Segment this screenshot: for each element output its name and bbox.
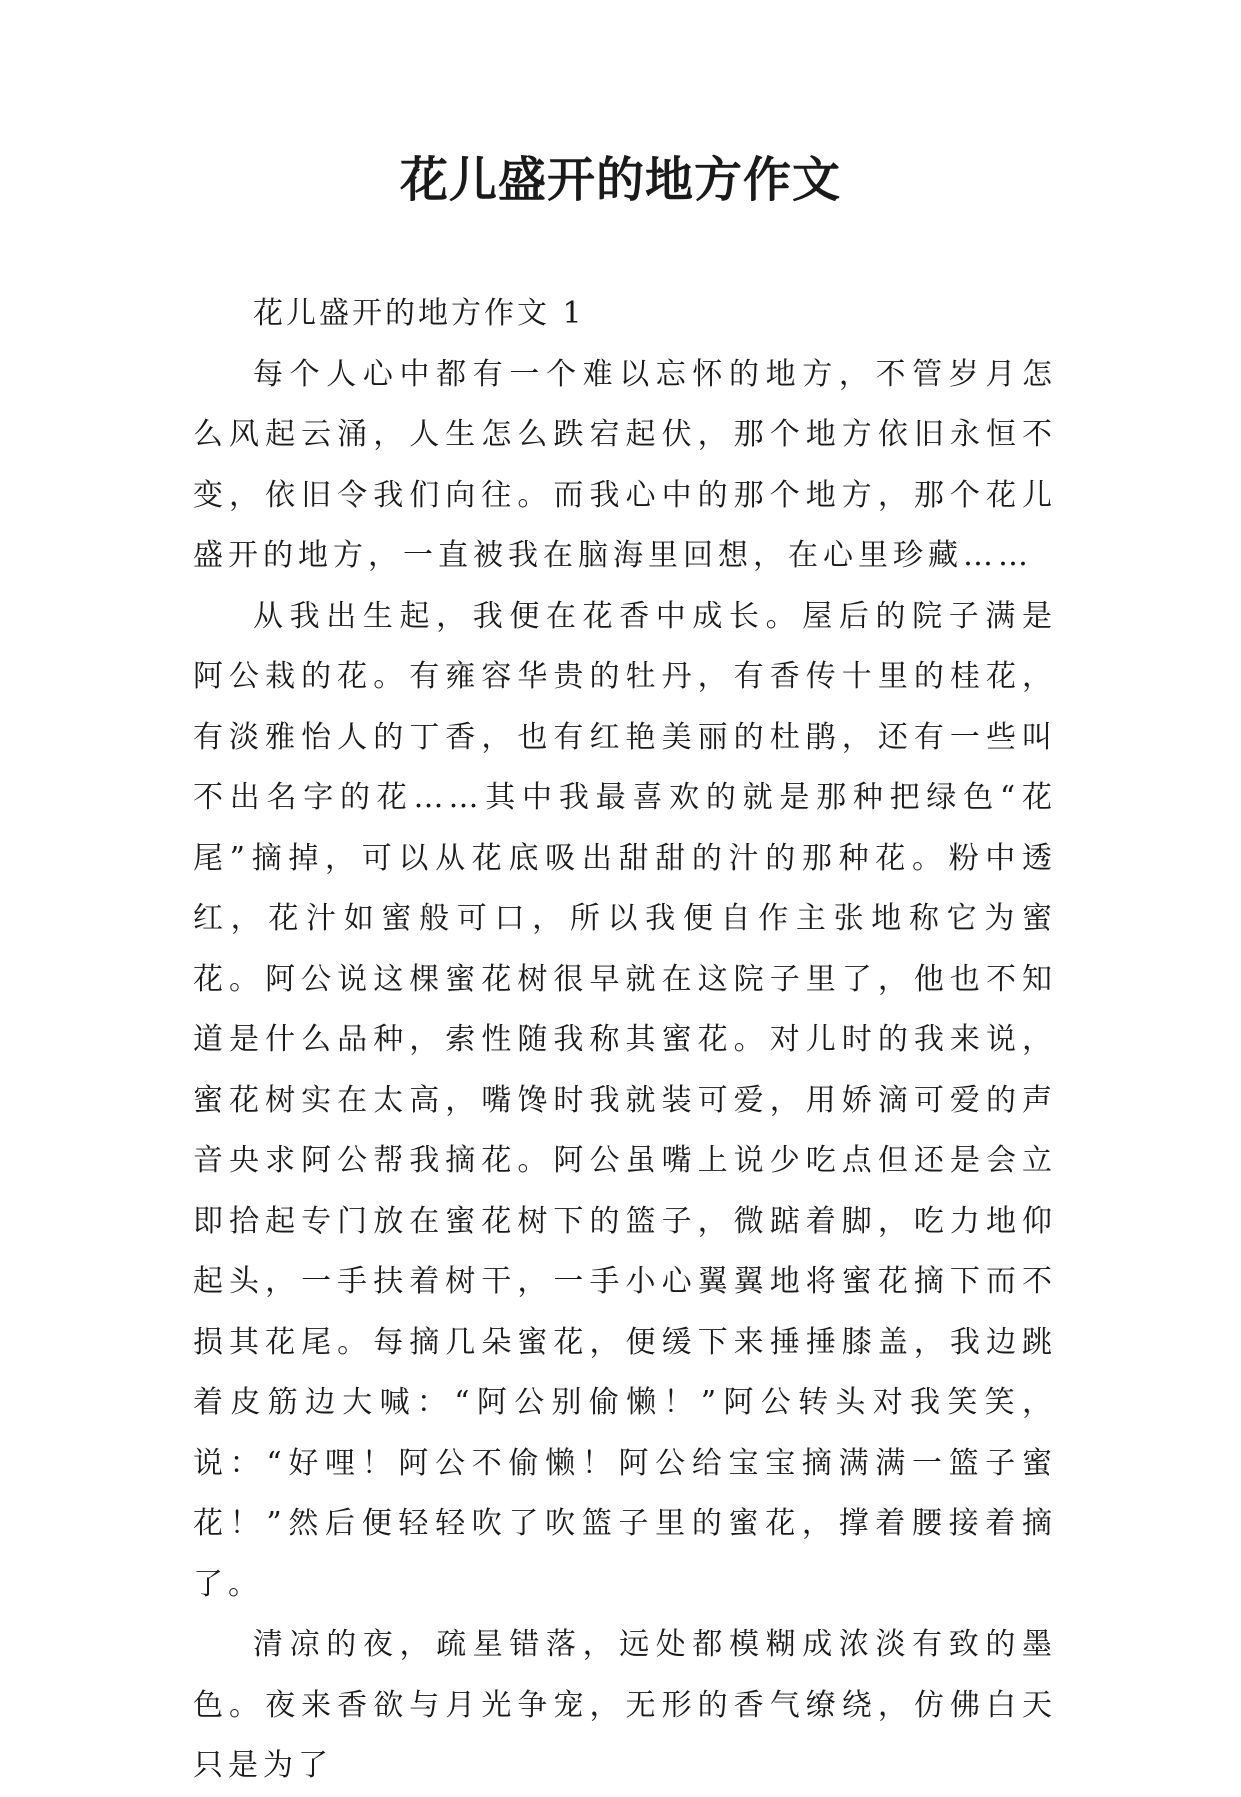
- paragraph-3: 清凉的夜，疏星错落，远处都模糊成浓淡有致的墨色。夜来香欲与月光争宠，无形的香气缭绕，仿佛白天只是为了: [193, 1627, 1057, 1783]
- document-body: [193, 284, 1057, 1797]
- section-heading: 花儿盛开的地方作文 1: [253, 296, 585, 331]
- paragraph-1: 每个人心中都有一个难以忘怀的地方，不管岁月怎么风起云涌，人生怎么跌宕起伏，那个地方依旧永恒不变，依旧令我们向往。而我心中的那个地方，那个花儿盛开的地方，一直被我在脑海里回想，在心里珍藏……: [193, 356, 1057, 573]
- paragraph-2: 从我出生起，我便在花香中成长。屋后的院子满是阿公栽的花。有雍容华贵的牡丹，有香传十里的桂花，有淡雅怡人的丁香，也有红艳美丽的杜鹃，还有一些叫不出名字的花……其中我最喜欢的就是那种把绿色“花尾”摘掉，可以从花底吸出甜甜的汁的那种花。粉中透红，花汁如蜜般可口，所以我便自作主张地称它为蜜花。阿公说这棵蜜花树很早就在这院子里了，他也不知道是什么品种，索性随我称其蜜花。对儿时的我来说，蜜花树实在太高，嘴馋时我就装可爱，用娇滴可爱的声音央求阿公帮我摘花。阿公虽嘴上说少吃点但还是会立即拾起专门放在蜜花树下的篮子，微踮着脚，吃力地仰起头，一手扶着树干，一手小心翼翼地将蜜花摘下而不损其花尾。每摘几朵蜜花，便缓下来捶捶膝盖，我边跳着皮筋边大喊：“阿公别偷懒！”阿公转头对我笑笑，说：“好哩！阿公不偷懒！阿公给宝宝摘满满一篮子蜜花！”然后便轻轻吹了吹篮子里的蜜花，撑着腰接着摘了。: [193, 598, 1057, 1602]
- document-title: 花儿盛开的地方作文: [399, 152, 841, 208]
